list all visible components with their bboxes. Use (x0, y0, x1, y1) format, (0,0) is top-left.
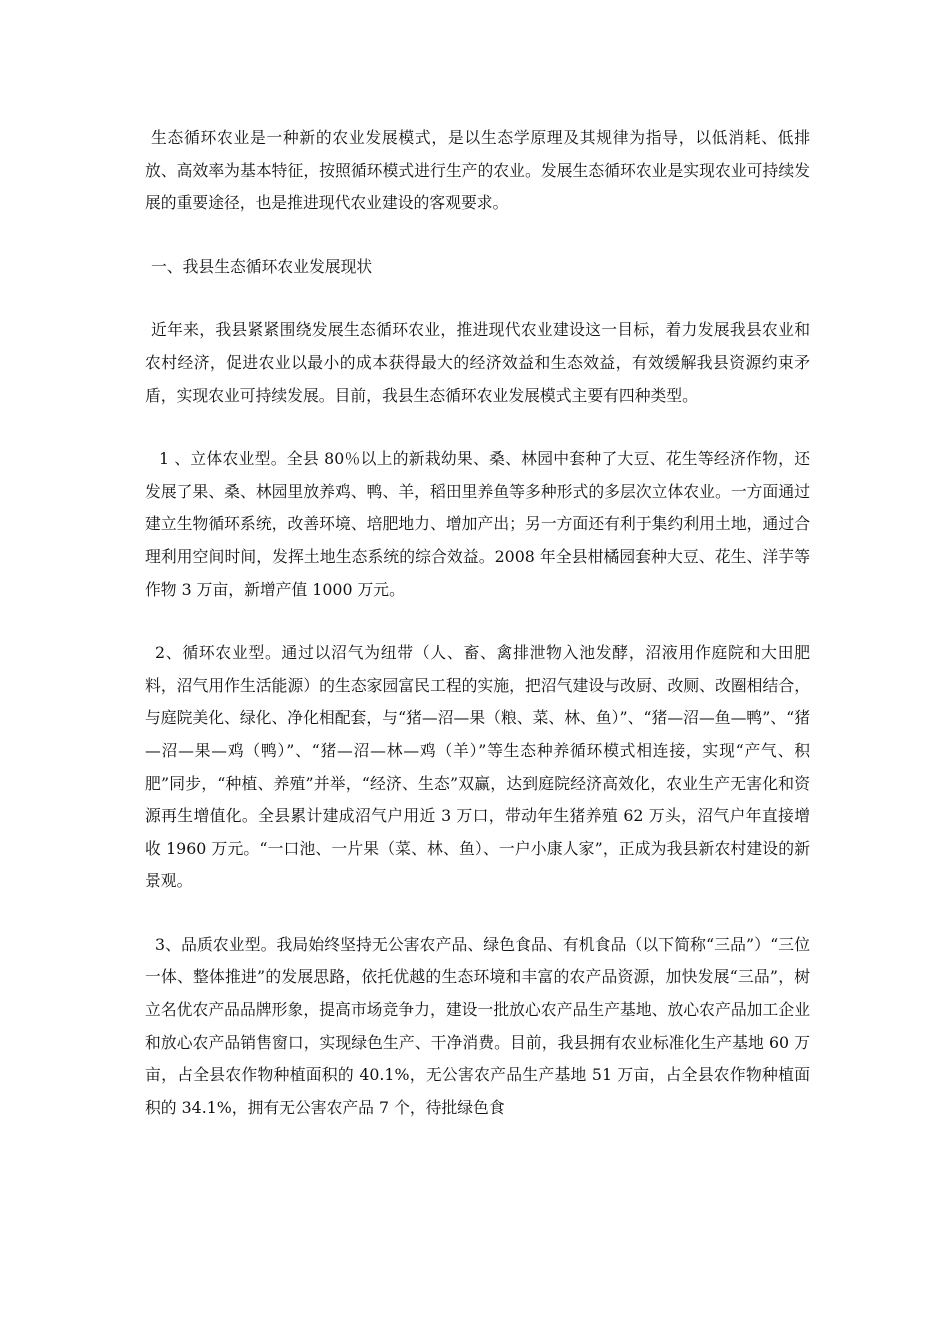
document-body (145, 122, 810, 1155)
item-1-paragraph: 1 、立体农业型。全县 80％以上的新栽幼果、桑、林园中套种了大豆、花生等经济作物，还发展了果、桑、林园里放养鸡、鸭、羊，稻田里养鱼等多种形式的多层次立体农业。一方面通过建立生物循环系统，改善环境、培肥地力、增加产出；另一方面还有利于集约利用土地，通过合理利用空间时间，发挥土地生态系统的综合效益。2008 年全县柑橘园套种大豆、花生、洋芋等作物 3 万亩，新增产值 1000 万元。 (145, 449, 810, 599)
section-intro-paragraph: 近年来，我县紧紧围绕发展生态循环农业，推进现代农业建设这一目标，着力发展我县农业和农村经济，促进农业以最小的成本获得最大的经济效益和生态效益，有效缓解我县资源约束矛盾，实现农业可持续发展。目前，我县生态循环农业发展模式主要有四种类型。 (145, 320, 810, 405)
item-2-paragraph: 2、循环农业型。通过以沼气为纽带（人、畜、禽排泄物入池发酵，沼液用作庭院和大田肥料，沼气用作生活能源）的生态家园富民工程的实施，把沼气建设与改厨、改厕、改圈相结合，与庭院美化、绿化、净化相配套，与“猪—沼—果（粮、菜、林、鱼）”、“猪—沼—鱼—鸭”、“猪—沼—果—鸡（鸭）”、“猪—沼—林—鸡（羊）”等生态种养循环模式相连接，实现“产气、积肥”同步，“种植、养殖”并举，“经济、生态”双赢，达到庭院经济高效化，农业生产无害化和资源再生增值化。全县累计建成沼气户用近 3 万口，带动年生猪养殖 62 万头，沼气户年直接增收 1960 万元。“一口池、一片果（菜、林、鱼）、一户小康人家”，正成为我县新农村建设的新景观。 (145, 643, 810, 891)
intro-paragraph: 生态循环农业是一种新的农业发展模式，是以生态学原理及其规律为指导，以低消耗、低排放、高效率为基本特征，按照循环模式进行生产的农业。发展生态循环农业是实现农业可持续发展的重要途径，也是推进现代农业建设的客观要求。 (145, 128, 810, 213)
item-3-paragraph: 3、品质农业型。我局始终坚持无公害农产品、绿色食品、有机食品（以下简称“三品”）“三位一体、整体推进”的发展思路，依托优越的生态环境和丰富的农产品资源，加快发展“三品”，树立名优农产品品牌形象，提高市场竞争力，建设一批放心农产品生产基地、放心农产品加工企业和放心农产品销售窗口，实现绿色生产、干净消费。目前，我县拥有农业标准化生产基地 60 万亩，占全县农作物种植面积的 40.1%，无公害农产品生产基地 51 万亩，占全县农作物种植面积的 34.1%，拥有无公害农产品 7 个，待批绿色食 (145, 934, 810, 1117)
section-heading: 一、我县生态循环农业发展现状 (151, 256, 373, 276)
